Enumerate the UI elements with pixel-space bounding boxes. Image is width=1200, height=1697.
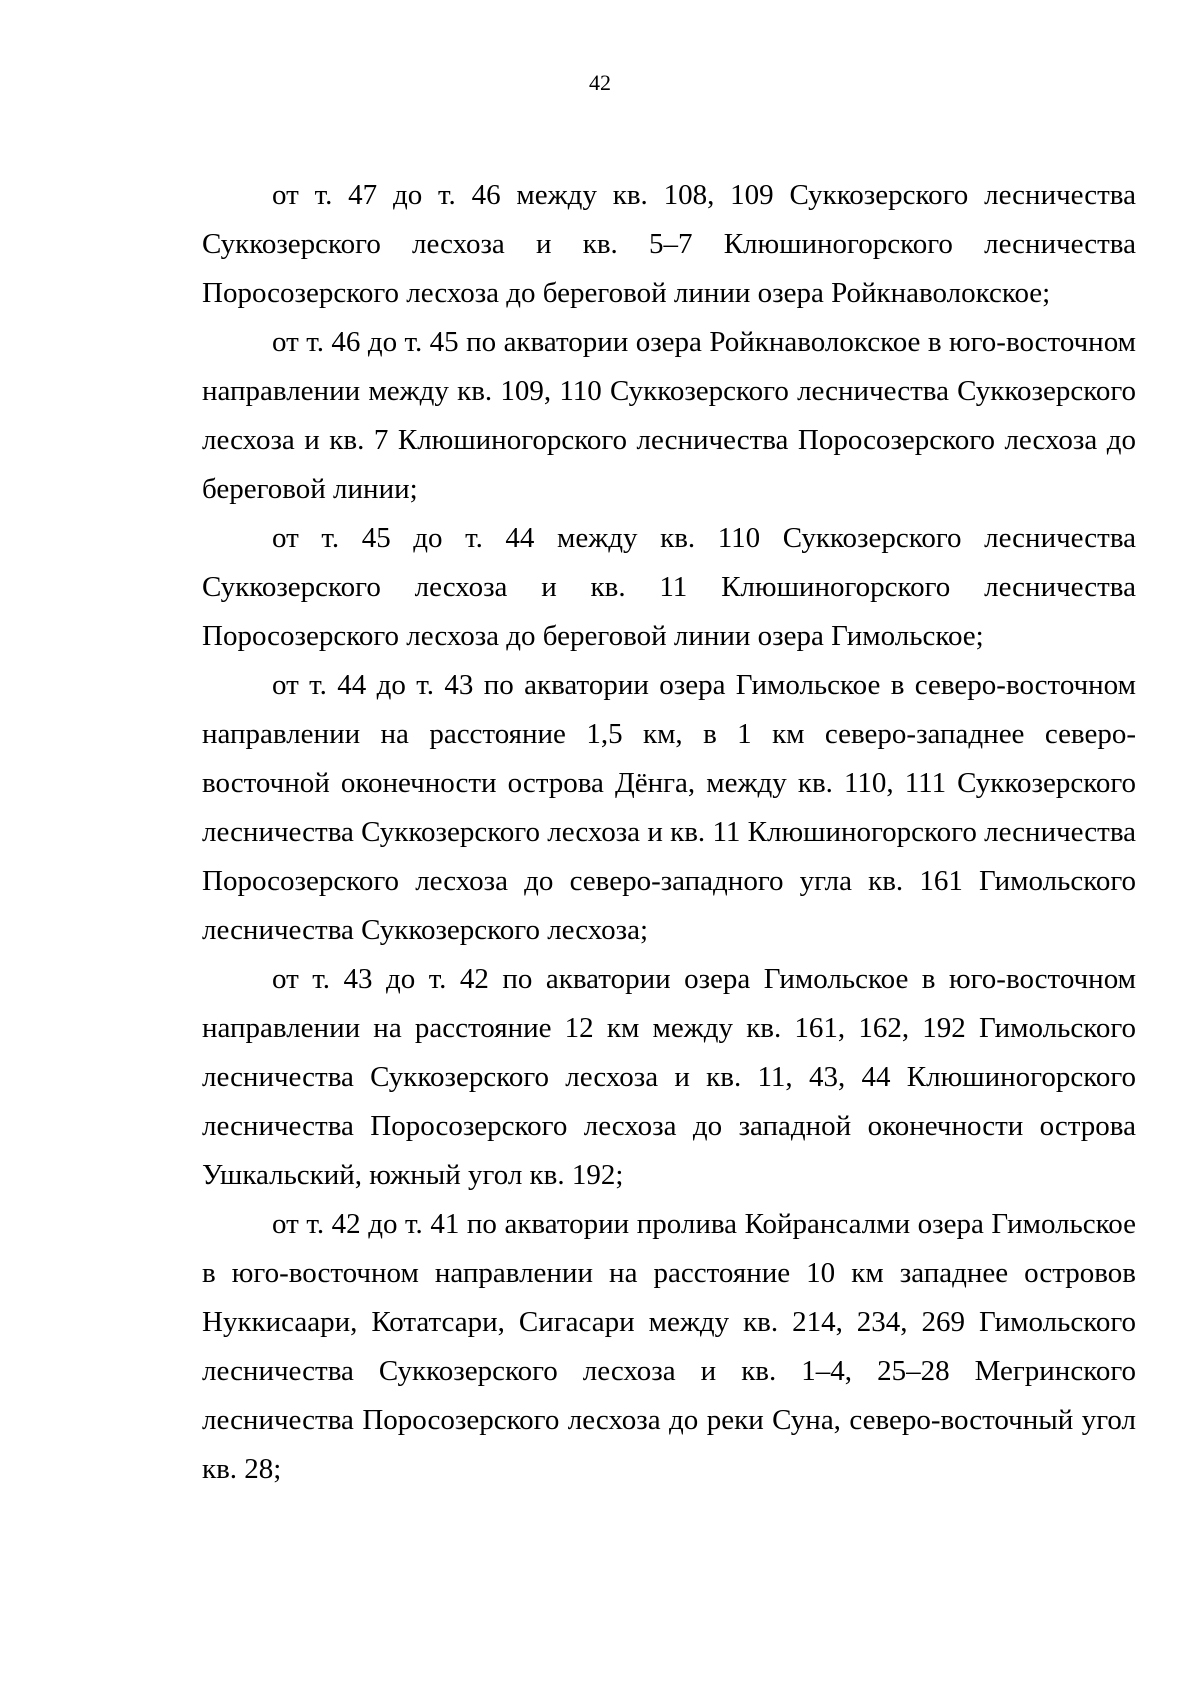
paragraph-5: от т. 43 до т. 42 по акватории озера Гимольское в юго-восточном направлении на расстояние 12 км между кв. 161, 162, 192 Гимольского лесничества Суккозерского лесхоза и кв. 11, 43, 44 Клюшиногорского лесничества Поросозерского лесхоза до западной оконечности острова Ушкальский, южный угол кв. 192; (202, 963, 1136, 1191)
paragraph-6: от т. 42 до т. 41 по акватории пролива Койрансалми озера Гимольское в юго-восточном направлении на расстояние 10 км западнее островов Нуккисаари, Котатсари, Сигасари между кв. 214, 234, 269 Гимольского лесничества Суккозерского лесхоза и кв. 1–4, 25–28 Мегринского лесничества Поросозерского лесхоза до реки Суна, северо-восточный угол кв. 28; (202, 1208, 1136, 1485)
document-body (202, 171, 1136, 1494)
paragraph-1: от т. 47 до т. 46 между кв. 108, 109 Суккозерского лесничества Суккозерского лесхоза и кв. 5–7 Клюшиногорского лесничества Поросозерского лесхоза до береговой линии озера Ройкнаволокское; (202, 179, 1136, 309)
paragraph-2: от т. 46 до т. 45 по акватории озера Ройкнаволокское в юго-восточном направлении между кв. 109, 110 Суккозерского лесничества Суккозерского лесхоза и кв. 7 Клюшиногорского лесничества Поросозерского лесхоза до береговой линии; (202, 326, 1136, 505)
paragraph-3: от т. 45 до т. 44 между кв. 110 Суккозерского лесничества Суккозерского лесхоза и кв. 11 Клюшиногорского лесничества Поросозерского лесхоза до береговой линии озера Гимольское; (202, 522, 1136, 652)
paragraph-4: от т. 44 до т. 43 по акватории озера Гимольское в северо-восточном направлении на расстояние 1,5 км, в 1 км северо-западнее северо-восточной оконечности острова Дёнга, между кв. 110, 111 Суккозерского лесничества Суккозерского лесхоза и кв. 11 Клюшиногорского лесничества Поросозерского лесхоза до северо-западного угла кв. 161 Гимольского лесничества Суккозерского лесхоза; (202, 669, 1136, 946)
page-number: 42 (589, 70, 611, 95)
